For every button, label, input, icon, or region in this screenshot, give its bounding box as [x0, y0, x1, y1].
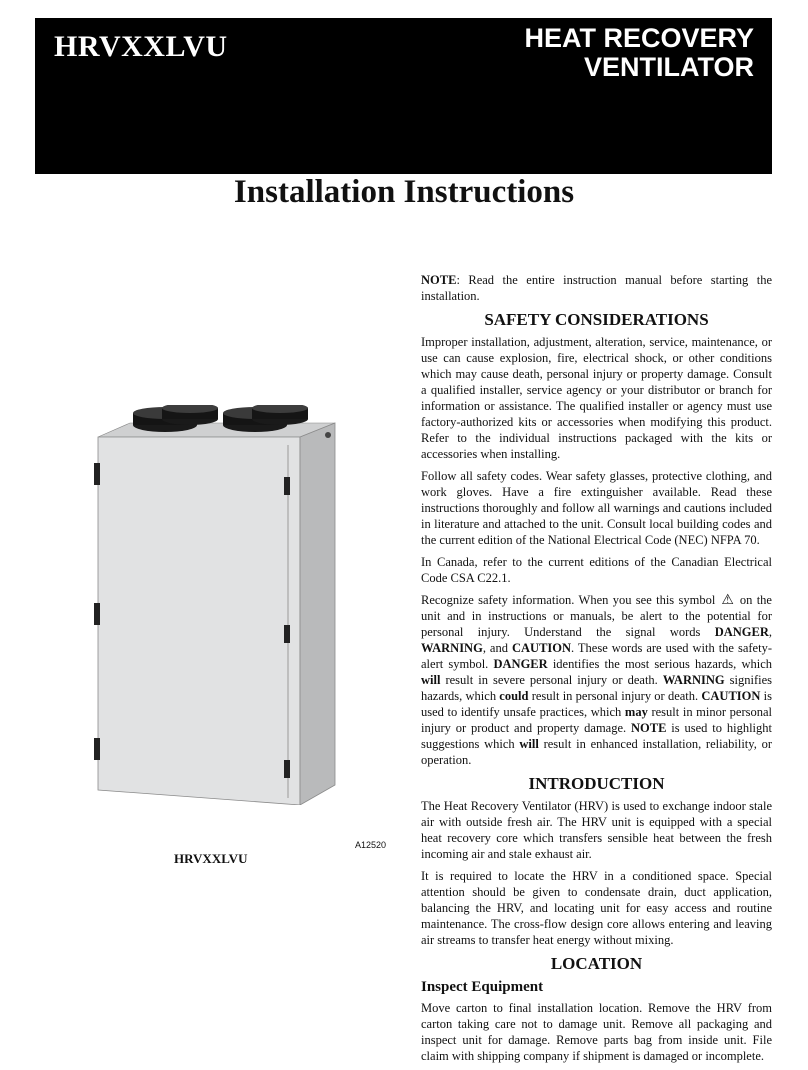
introduction-heading: INTRODUCTION: [528, 774, 665, 793]
hrv-unit-image: [90, 405, 340, 805]
text-run: is used to highlight suggestions which: [421, 721, 772, 751]
product-title: [524, 24, 754, 82]
safety-paragraph-1: Improper installation, adjustment, alteration, service, maintenance, or use can cause explosion, fire, electrical shock, or other conditions which may cause death, personal injury or property damage. Consult a qualified installer, service agency or your distributor or branch for information or assistance. The qualified installer or agency must use factory-authorized kits or accessories when modifying this product. Refer to the individual instructions packaged with the kits or accessories when installing.: [421, 335, 772, 461]
note-text: : Read the entire instruction manual before starting the installation.: [421, 273, 772, 303]
door-latch: [94, 463, 100, 485]
door-hinge: [284, 477, 290, 495]
signal-word: NOTE: [631, 721, 667, 735]
text-run: result in minor personal injury or product and property damage.: [421, 705, 772, 735]
safety-heading: SAFETY CONSIDERATIONS: [484, 310, 709, 329]
door-latch: [94, 603, 100, 625]
figure-caption: HRVXXLVU: [174, 851, 248, 866]
text-run: Recognize safety information. When you see this symbol: [421, 593, 716, 607]
door-hinge: [284, 760, 290, 778]
document-title: Installation Instructions: [233, 174, 575, 210]
signal-word: CAUTION: [701, 689, 761, 703]
safety-paragraph-3: In Canada, refer to the current editions of the Canadian Electrical Code CSA C22.1.: [421, 555, 772, 585]
signal-word: WARNING: [421, 641, 483, 655]
inspect-equipment-subheading: Inspect Equipment: [421, 979, 544, 995]
location-heading: LOCATION: [550, 954, 643, 973]
signal-word: WARNING: [662, 673, 725, 687]
unit-side-panel: [300, 423, 335, 805]
note-paragraph: [421, 272, 772, 304]
door-latch: [94, 738, 100, 760]
safety-paragraph-4: [421, 592, 772, 768]
safety-paragraph-2: Follow all safety codes. Wear safety glasses, protective clothing, and work gloves. Have a fire extinguisher available. Read these instructions thoroughly and follow all warnings and cautions included in literature and attached to the unit. Consult local building codes and the current edition of the National Electrical Code (NEC) NFPA 70.: [421, 469, 772, 547]
note-label: NOTE: [421, 273, 457, 287]
emphasis-word: will: [519, 737, 539, 751]
text-run: . These words are used with the safety-alert symbol.: [421, 641, 772, 671]
signal-word: CAUTION: [511, 641, 572, 655]
safety-alert-icon: ⚠: [721, 592, 734, 608]
door-hinge: [284, 625, 290, 643]
introduction-paragraph-2: It is required to locate the HRV in a conditioned space. Special attention should be given to condensate drain, duct application, balancing the HRV, and locating unit for easy access and routine maintenance. The cross-flow design core allows entering and leaving air streams to transfer heat energy without mixing.: [421, 869, 772, 947]
emphasis-word: will: [421, 673, 441, 687]
product-title-line2: VENTILATOR: [583, 52, 754, 82]
model-number: HRVXXLVU: [54, 30, 228, 63]
text-run: result in personal injury or death.: [528, 689, 702, 703]
text-run: on the unit and in instructions or manuals, be alert to the potential for personal injury. Understand the signal words: [421, 593, 772, 639]
emphasis-word: could: [499, 689, 529, 703]
text-run: is used to identify unsafe practices, which: [421, 689, 772, 719]
signal-word: DANGER: [493, 657, 548, 671]
signal-word: DANGER: [714, 625, 769, 639]
introduction-paragraph-1: The Heat Recovery Ventilator (HRV) is used to exchange indoor stale air with outside fresh air. The HRV unit is equipped with a special heat recovery core which transfers sensible heat between the fresh incoming air and stale exhaust air.: [421, 799, 772, 861]
location-paragraph-1: Move carton to final installation location. Remove the HRV from carton taking care not to damage unit. Remove all packaging and inspect unit for damage. Remove parts bag from inside unit. File claim with shipping company if shipment is damaged or incomplete.: [421, 1001, 772, 1063]
unit-front-panel: [98, 437, 300, 805]
product-title-line1: HEAT RECOVERY: [524, 23, 754, 53]
right-column: [421, 272, 772, 1070]
header-banner: [35, 18, 772, 174]
text-run: result in severe personal injury or death.: [440, 673, 663, 687]
text-run: signifies hazards, which: [421, 673, 772, 703]
text-run: result in enhanced installation, reliability, or operation.: [421, 737, 773, 767]
text-run: ,: [768, 625, 772, 639]
text-run: , and: [482, 641, 512, 655]
text-run: identifies the most serious hazards, which: [547, 657, 773, 671]
emphasis-word: may: [624, 705, 648, 719]
figure-code: A12520: [355, 840, 387, 850]
